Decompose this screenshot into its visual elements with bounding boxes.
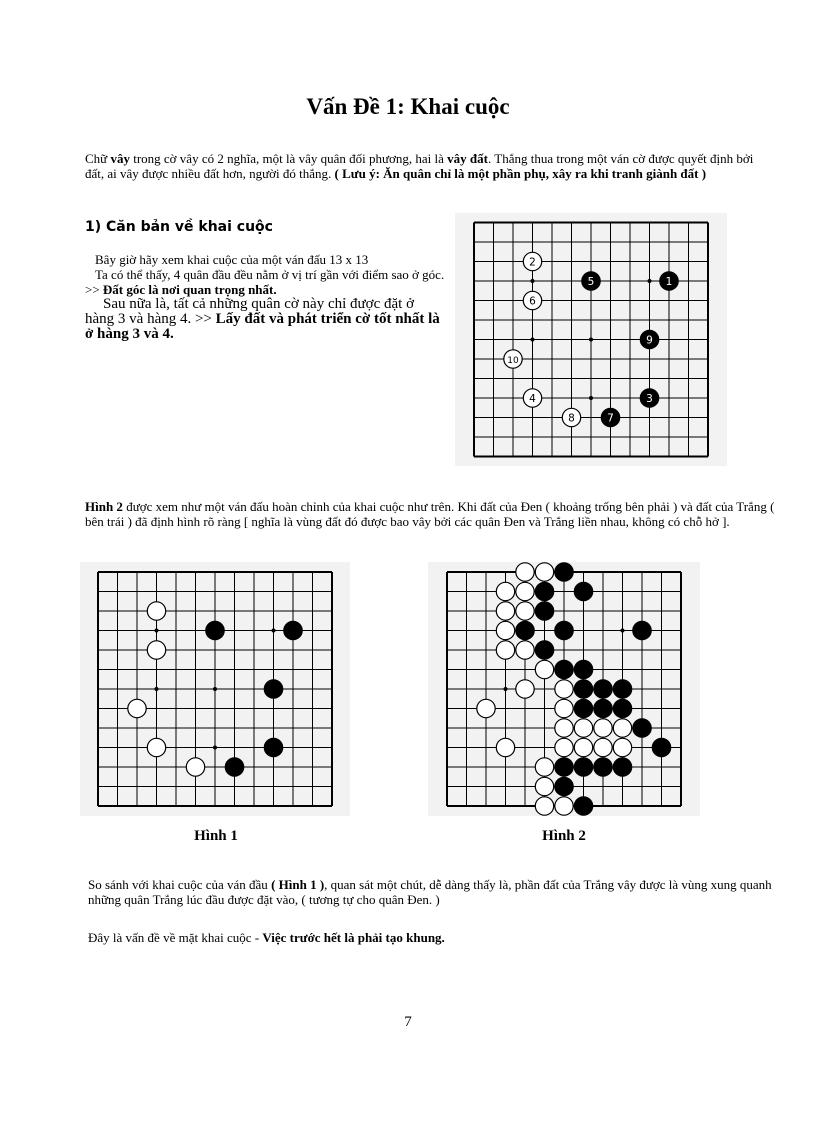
intro-note: ( Lưu ý: Ăn quân chỉ là một phần phụ, xây ra khi tranh giành đất ): [334, 166, 707, 181]
black-stone: [555, 758, 573, 776]
black-stone: [535, 582, 553, 600]
black-stone: [535, 602, 553, 620]
stone-number: 6: [529, 295, 536, 308]
black-stone: [594, 699, 612, 717]
white-stone: [186, 758, 204, 776]
white-stone: [516, 641, 534, 659]
black-stone: [574, 660, 592, 678]
stone-disc: [594, 699, 612, 717]
figure-2-ref: Hình 2: [85, 499, 123, 514]
stone-disc: [128, 699, 146, 717]
star-point: [621, 629, 625, 633]
white-stone: [613, 738, 631, 756]
compare-text-2: , quan sát một chút, dễ dàng thấy là, phần đất của Trắng vây được là vùng xung quanh những quân Trắng lúc đầu được đặt vào, ( tương tự cho quân Đen. ): [88, 877, 772, 907]
stone-disc: [594, 758, 612, 776]
section-text-2: Ta có thể thấy, 4 quân đầu đều nằm ở vị trí gần với điểm sao ở góc. >>: [85, 267, 445, 297]
white-stone: [496, 641, 514, 659]
stone-disc: [516, 621, 534, 639]
stone-disc: [516, 563, 534, 581]
stone-disc: [555, 758, 573, 776]
stone-disc: [652, 738, 670, 756]
board-figure-2: [428, 562, 700, 816]
star-point: [155, 629, 159, 633]
white-stone: [496, 602, 514, 620]
black-stone: [555, 621, 573, 639]
section-bold-1: Đất góc là nơi quan trọng nhất.: [102, 282, 277, 297]
stone-number: 10: [507, 355, 519, 366]
stone-disc: [516, 641, 534, 659]
stone-disc: [633, 621, 651, 639]
star-point: [213, 746, 217, 750]
stone-number: 2: [529, 256, 536, 269]
intro-text-1: Chữ: [85, 151, 111, 166]
black-stone: [574, 680, 592, 698]
white-stone: [128, 699, 146, 717]
caption-figure-1: Hình 1: [194, 828, 238, 844]
page-title: Vấn Đề 1: Khai cuộc: [306, 94, 510, 119]
black-stone: [594, 758, 612, 776]
stone-disc: [535, 582, 553, 600]
black-stone: [264, 738, 282, 756]
figure-2-text: được xem như một ván đấu hoàn chỉnh của khai cuộc như trên. Khi đất của Đen ( khoảng trống bên phải ) và đất của Trắng ( bên trái ) đã định hình rõ ràng [ nghĩa là vùng đất đó được bao vây bởi các quân Đen và Trắng liền nhau, không có chỗ hở ].: [85, 499, 775, 529]
black-stone: [206, 621, 224, 639]
white-stone: [523, 389, 541, 407]
black-stone: [582, 272, 600, 290]
stone-number: 1: [665, 275, 673, 288]
white-stone: [496, 738, 514, 756]
stone-disc: [594, 719, 612, 737]
white-stone: [574, 719, 592, 737]
white-stone: [516, 563, 534, 581]
stone-disc: [574, 719, 592, 737]
white-stone: [574, 738, 592, 756]
white-stone: [555, 719, 573, 737]
section-text-3: Sau nữa là, tất cả những quân cờ này chỉ được đặt ở hàng 3 và hàng 4. >>: [85, 296, 415, 327]
stone-disc: [633, 719, 651, 737]
star-point: [589, 338, 593, 342]
stone-disc: [535, 660, 553, 678]
board-numbered: [455, 213, 727, 466]
white-stone: [555, 680, 573, 698]
board-figure-1: [80, 562, 350, 816]
figure-2-paragraph: [85, 499, 775, 529]
section-line-1: Bây giờ hãy xem khai cuộc của một ván đấu 13 x 13: [95, 252, 369, 267]
summary-paragraph: [88, 930, 778, 945]
black-stone: [640, 330, 658, 348]
section-bold-2: Lấy đất và phát triển cờ tốt nhất là ở hàng 3 và 4.: [85, 311, 440, 342]
black-stone: [613, 758, 631, 776]
white-stone: [555, 738, 573, 756]
stone-number: 4: [529, 392, 536, 405]
white-stone: [516, 680, 534, 698]
intro-text-3: . Thắng thua trong một ván cờ được quyết định bởi đất, ai vây được nhiều đất hơn, người đó thắng.: [85, 151, 754, 181]
stone-disc: [496, 582, 514, 600]
black-stone: [633, 621, 651, 639]
stone-disc: [496, 602, 514, 620]
black-stone: [660, 272, 678, 290]
stone-number: 8: [568, 412, 575, 425]
black-stone: [574, 699, 592, 717]
stone-disc: [594, 680, 612, 698]
intro-bold-2: vây đất: [447, 151, 488, 166]
star-point: [648, 279, 652, 283]
black-stone: [555, 563, 573, 581]
stone-disc: [147, 641, 165, 659]
page-number: 7: [404, 1014, 412, 1030]
white-stone: [147, 641, 165, 659]
compare-paragraph: [88, 877, 778, 907]
summary-text: Đây là vấn đề về mặt khai cuộc -: [88, 930, 263, 945]
white-stone: [535, 660, 553, 678]
intro-text-2: trong cờ vây có 2 nghĩa, một là vây quân đối phương, hai là: [129, 151, 448, 166]
white-stone: [516, 602, 534, 620]
white-stone: [535, 797, 553, 815]
stone-disc: [284, 621, 302, 639]
intro-paragraph: [85, 151, 765, 181]
stone-disc: [555, 777, 573, 795]
stone-disc: [574, 680, 592, 698]
white-stone: [594, 719, 612, 737]
white-stone: [477, 699, 495, 717]
stone-disc: [613, 758, 631, 776]
white-stone: [594, 738, 612, 756]
stone-disc: [535, 797, 553, 815]
stone-number: 7: [607, 412, 614, 425]
caption-figure-2: Hình 2: [542, 828, 586, 844]
stone-disc: [594, 738, 612, 756]
stone-disc: [186, 758, 204, 776]
black-stone: [613, 680, 631, 698]
black-stone: [574, 758, 592, 776]
white-stone: [496, 582, 514, 600]
stone-disc: [613, 719, 631, 737]
black-stone: [535, 641, 553, 659]
stone-disc: [574, 738, 592, 756]
black-stone: [574, 582, 592, 600]
black-stone: [640, 389, 658, 407]
stone-disc: [264, 680, 282, 698]
stone-disc: [535, 777, 553, 795]
stone-disc: [613, 738, 631, 756]
section-line-3: [85, 297, 445, 342]
star-point: [504, 687, 508, 691]
star-point: [155, 687, 159, 691]
stone-disc: [555, 563, 573, 581]
intro-bold-1: vây: [110, 151, 130, 166]
white-stone: [555, 699, 573, 717]
white-stone: [147, 602, 165, 620]
summary-bold: Việc trước hết là phải tạo khung.: [262, 930, 445, 945]
stone-disc: [613, 680, 631, 698]
star-point: [213, 687, 217, 691]
stone-disc: [555, 680, 573, 698]
stone-disc: [555, 699, 573, 717]
stone-disc: [574, 797, 592, 815]
compare-ref: ( Hình 1 ): [271, 877, 325, 892]
white-stone: [496, 621, 514, 639]
stone-disc: [555, 719, 573, 737]
black-stone: [225, 758, 243, 776]
compare-text-1: So sánh với khai cuộc của ván đầu: [88, 877, 272, 892]
stone-disc: [613, 699, 631, 717]
stone-disc: [206, 621, 224, 639]
star-point: [589, 396, 593, 400]
white-stone: [504, 350, 522, 368]
black-stone: [516, 621, 534, 639]
stone-disc: [574, 660, 592, 678]
stone-disc: [516, 602, 534, 620]
stone-disc: [574, 582, 592, 600]
white-stone: [562, 408, 580, 426]
star-point: [531, 338, 535, 342]
section-body: [85, 252, 445, 342]
stone-disc: [496, 641, 514, 659]
stone-disc: [555, 621, 573, 639]
black-stone: [284, 621, 302, 639]
white-stone: [523, 291, 541, 309]
stone-disc: [264, 738, 282, 756]
black-stone: [601, 408, 619, 426]
section-line-2: [85, 267, 445, 297]
white-stone: [523, 252, 541, 270]
stone-disc: [535, 563, 553, 581]
white-stone: [147, 738, 165, 756]
stone-disc: [574, 758, 592, 776]
white-stone: [516, 582, 534, 600]
black-stone: [574, 797, 592, 815]
white-stone: [535, 758, 553, 776]
star-point: [531, 279, 535, 283]
stone-disc: [555, 738, 573, 756]
stone-number: 3: [646, 392, 653, 405]
stone-disc: [477, 699, 495, 717]
stone-disc: [496, 621, 514, 639]
stone-disc: [574, 699, 592, 717]
section-heading: 1) Căn bản về khai cuộc: [85, 219, 273, 235]
stone-disc: [555, 660, 573, 678]
white-stone: [535, 777, 553, 795]
white-stone: [613, 719, 631, 737]
black-stone: [613, 699, 631, 717]
star-point: [272, 629, 276, 633]
stone-disc: [225, 758, 243, 776]
black-stone: [555, 660, 573, 678]
white-stone: [555, 797, 573, 815]
black-stone: [652, 738, 670, 756]
stone-number: 5: [587, 275, 595, 288]
white-stone: [535, 563, 553, 581]
stone-disc: [516, 680, 534, 698]
black-stone: [633, 719, 651, 737]
stone-disc: [516, 582, 534, 600]
black-stone: [594, 680, 612, 698]
black-stone: [555, 777, 573, 795]
stone-disc: [555, 797, 573, 815]
black-stone: [264, 680, 282, 698]
stone-number: 9: [646, 334, 653, 347]
stone-disc: [147, 602, 165, 620]
stone-disc: [147, 738, 165, 756]
stone-disc: [535, 602, 553, 620]
stone-disc: [535, 641, 553, 659]
stone-disc: [496, 738, 514, 756]
stone-disc: [535, 758, 553, 776]
